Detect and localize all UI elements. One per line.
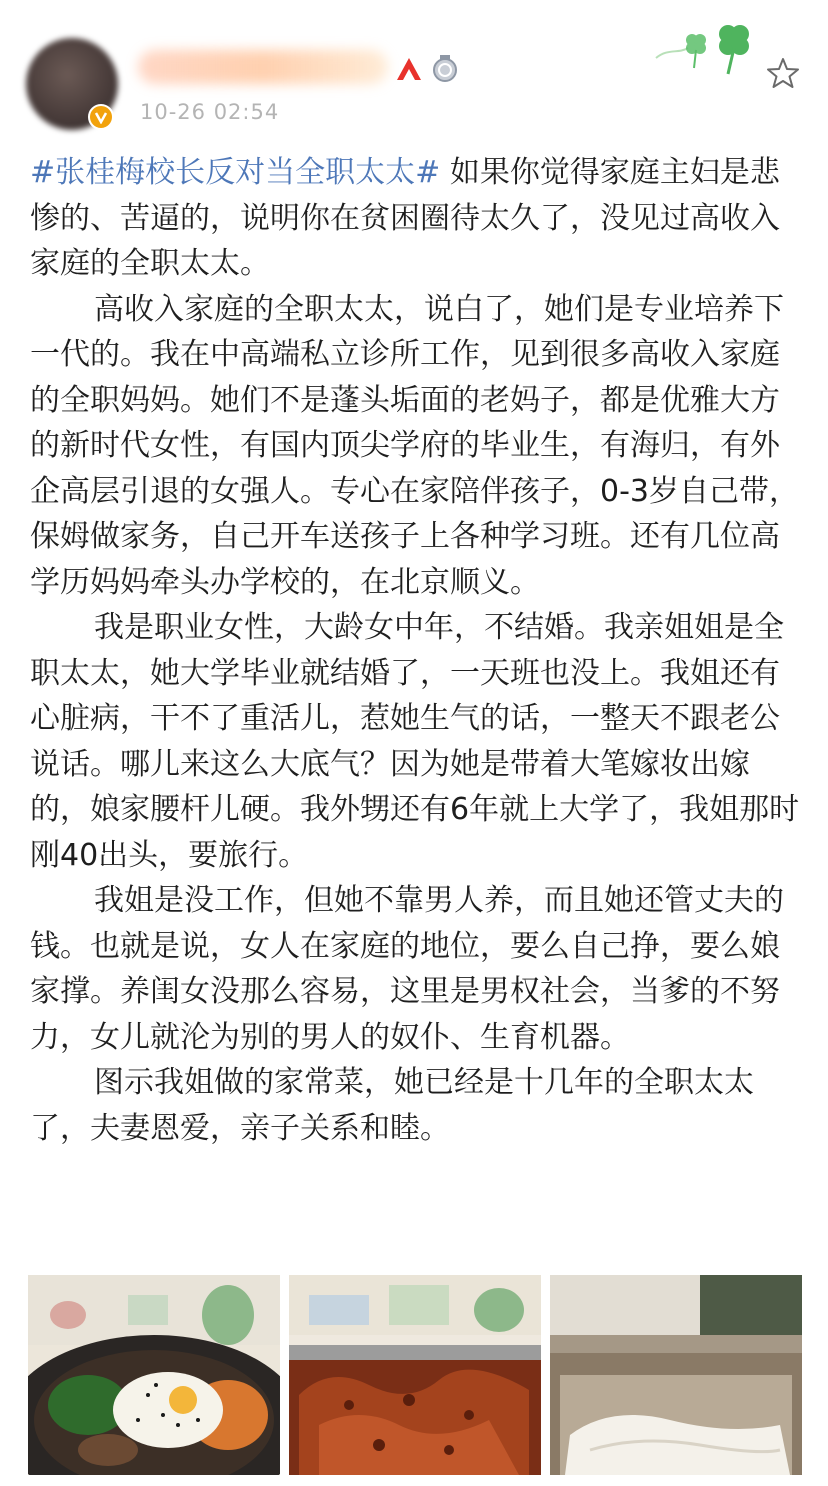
paragraph-1: 高收入家庭的全职太太，说白了，她们是专业培养下一代的。我在中高端私立诊所工作，见到很多高收入家庭的全职妈妈。她们不是蓬头垢面的老妈子，都是优雅大方的新时代女性，有国内顶尖学府的毕业生，有海归，有外企高层引退的女强人。专心在家陪伴孩子，0-3岁自己带，保姆做家务，自己开车送孩子上各种学习班。还有几位高学历妈妈牵头办学校的，在北京顺义。 xyxy=(30,291,799,600)
photo-dough[interactable] xyxy=(550,1275,802,1475)
clover-icon xyxy=(648,18,758,78)
paragraph-3: 我姐是没工作，但她不靠男人养，而且她还管丈夫的钱。也就是说，女人在家庭的地位，要么自己挣，要么娘家撑。养闺女没那么容易，这里是男权社会，当爹的不努力，女儿就沦为别的男人的奴仆、生育机器。 xyxy=(30,883,784,1055)
post-timestamp: 10-26 02:54 xyxy=(140,100,280,124)
post-intro xyxy=(30,150,800,287)
paragraph-4: 图示我姐做的家常菜，她已经是十几年的全职太太了，夫妻恩爱，亲子关系和睦。 xyxy=(30,1065,754,1146)
topic-hashtag-link[interactable]: #张桂梅校长反对当全职太太# xyxy=(30,155,441,190)
medal-icon xyxy=(432,55,458,83)
paragraph-2: 我是职业女性，大龄女中年，不结婚。我亲姐姐是全职太太，她大学毕业就结婚了，一天班也没上。我姐还有心脏病，干不了重活儿，惹她生气的话，一整天不跟老公说话。哪儿来这么大底气？因为她是带着大笔嫁妆出嫁的，娘家腰杆儿硬。我外甥还有6年就上大学了，我姐那时刚40出头，要旅行。 xyxy=(30,610,800,873)
photo-roasted-meat[interactable] xyxy=(289,1275,541,1475)
post-header xyxy=(0,0,828,140)
image-grid xyxy=(28,1275,803,1475)
verified-badge-icon xyxy=(88,104,114,130)
favorite-star-icon[interactable] xyxy=(766,56,800,90)
intro-text: 如果你觉得家庭主妇是悲惨的、苦逼的，说明你在贫困圈待太久了，没见过高收入家庭的全职太太。 xyxy=(30,155,780,281)
photo-bibimbap[interactable] xyxy=(28,1275,280,1475)
vip-icon xyxy=(395,56,423,82)
post-content xyxy=(30,150,800,1151)
user-nickname-blurred[interactable] xyxy=(138,50,388,84)
